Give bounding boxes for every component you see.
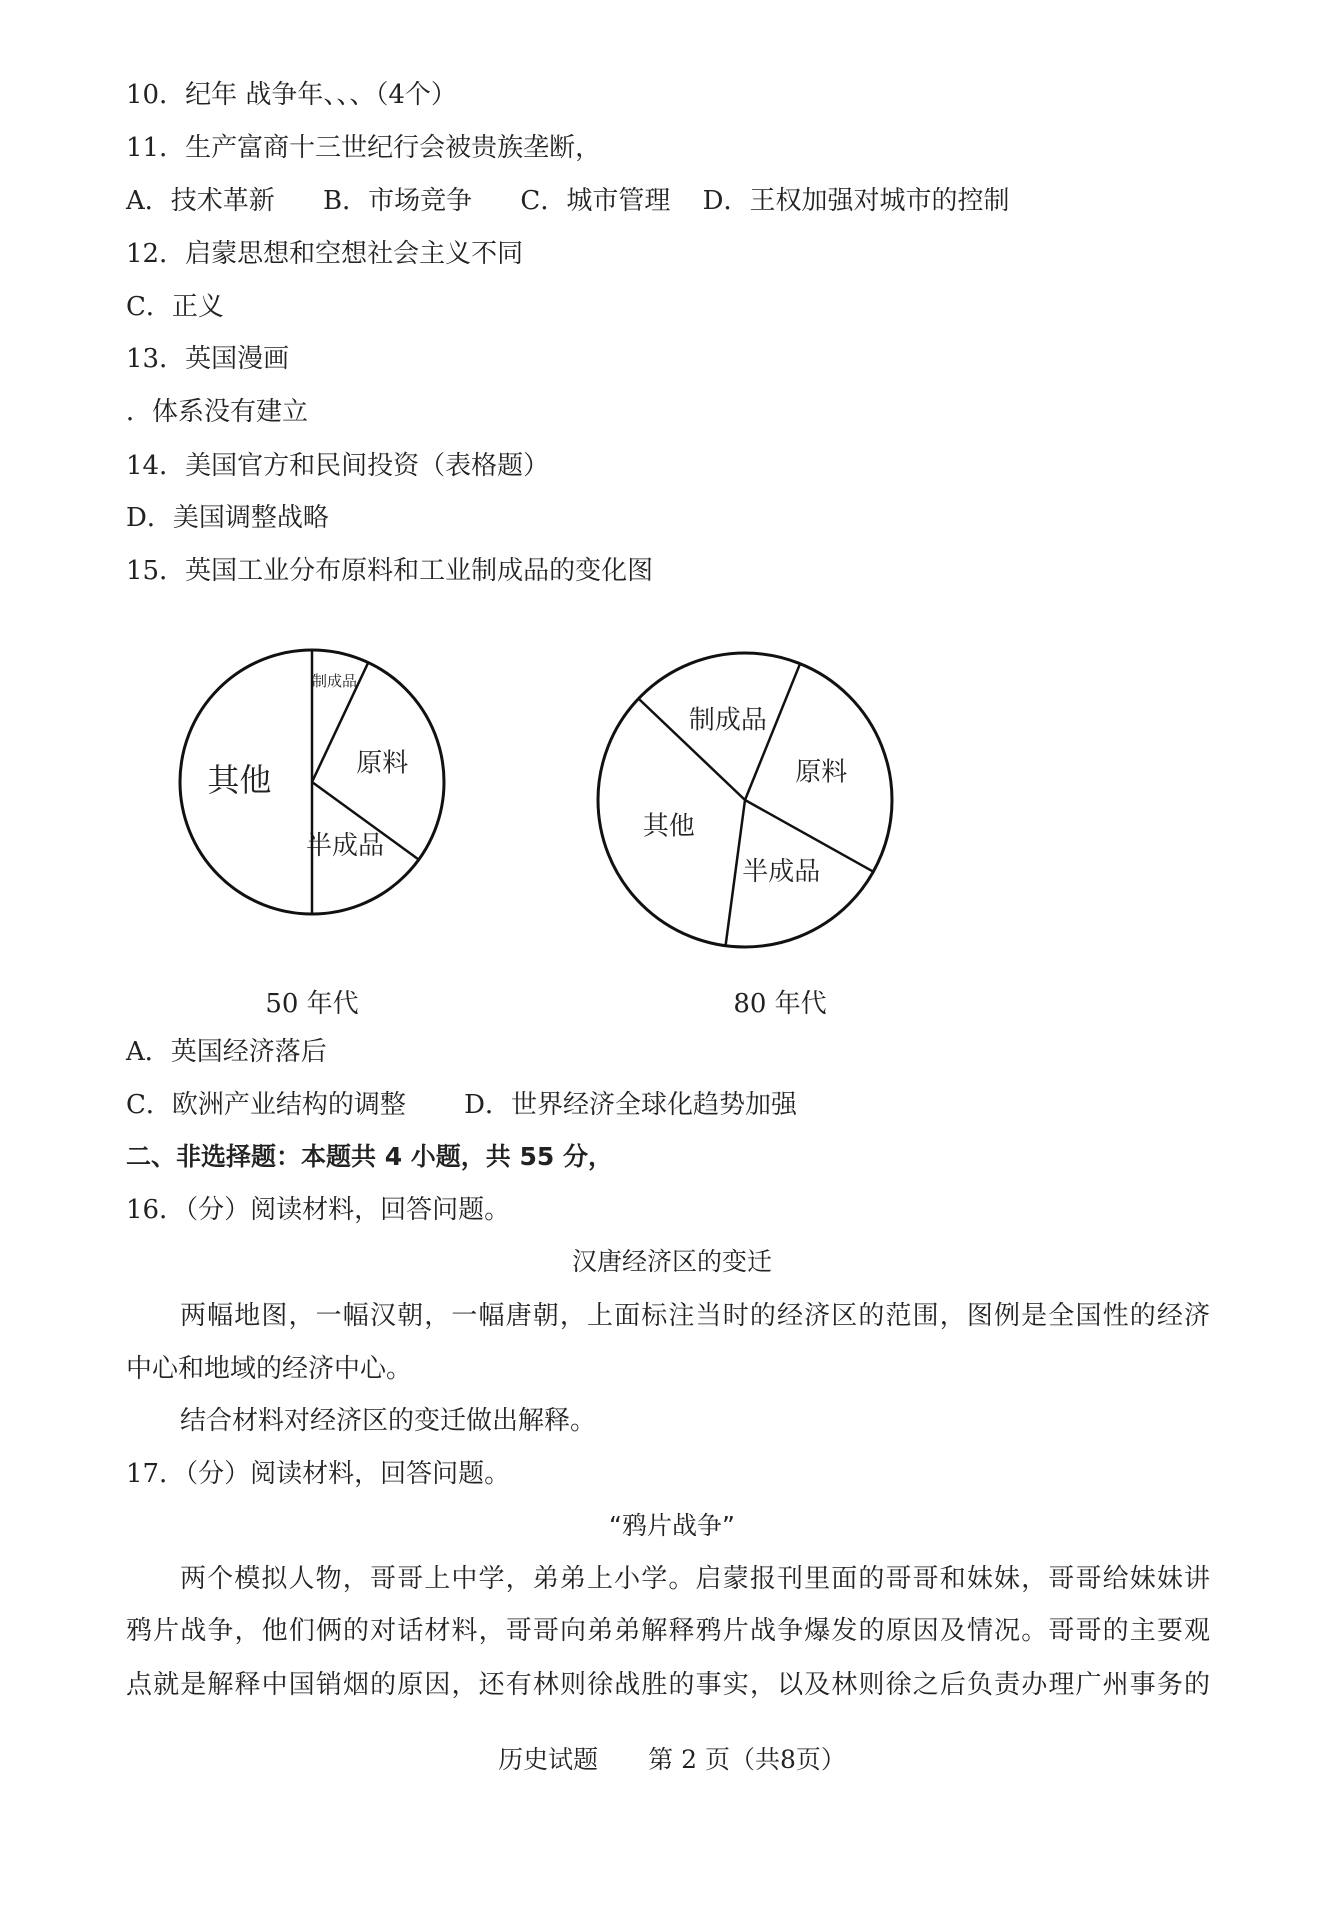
question-16-title: 汉唐经济区的变迁 [571,1247,772,1276]
pie-50s-caption: 50 年代 [265,989,359,1019]
question-15: 15．英国工业分布原料和工业制成品的变化图 [126,556,654,586]
question-12: 12．启蒙思想和空想社会主义不同 [126,239,524,269]
question-15-option-a[interactable]: A．英国经济落后 [126,1037,327,1067]
option-d[interactable]: D．世界经济全球化趋势加强 [464,1090,798,1120]
pie-slice-label: 其他 [642,811,695,842]
pie-slice-label: 其他 [207,761,272,799]
question-17-para-line: 鸦片战争，他们俩的对话材料，哥哥向弟弟解释鸦片战争爆发的原因及情况。哥哥的主要观 [126,1616,1210,1646]
option-c[interactable]: C．城市管理 [520,186,671,216]
pie-slice-label: 原料 [795,757,848,788]
option-d[interactable]: D．王权加强对城市的控制 [702,186,1010,216]
page-footer: 历史试题 第 2 页（共8页） [498,1745,846,1774]
pie-slice-label: 原料 [356,748,409,779]
pie-80s-caption: 80 年代 [733,989,827,1019]
pie-slice-label: 制成品 [688,705,767,736]
question-17: 17．（分）阅读材料，回答问题。 [126,1459,511,1489]
question-11-options [126,184,1009,218]
pie-slice-label: 制成品 [311,672,357,691]
question-10: 10．纪年 战争年、、、（4个） [126,80,457,110]
option-c[interactable]: C．欧洲产业结构的调整 [126,1090,406,1120]
question-14: 14．美国官方和民间投资（表格题） [126,451,550,481]
question-16-para-line: 中心和地域的经济中心。 [126,1354,413,1384]
question-16-task: 结合材料对经济区的变迁做出解释。 [180,1406,597,1436]
pie-charts [0,620,1344,1040]
option-a[interactable]: A．技术革新 [126,186,275,216]
pie-chart-50s [180,650,444,914]
question-16: 16．（分）阅读材料，回答问题。 [126,1195,511,1225]
question-15-options-cd [126,1088,797,1122]
section-2-heading: 二、非选择题：本题共 4 小题，共 55 分， [126,1142,614,1171]
question-16-para-line: 两幅地图，一幅汉朝，一幅唐朝，上面标注当时的经济区的范围，图例是全国性的经济 [180,1301,1210,1331]
question-14-option-d[interactable]: D．美国调整战略 [126,503,329,533]
question-17-para-line: 两个模拟人物，哥哥上中学，弟弟上小学。启蒙报刊里面的哥哥和妹妹，哥哥给妹妹讲 [180,1564,1210,1594]
option-b[interactable]: B．市场竞争 [323,186,473,216]
pie-chart-80s [598,653,892,947]
question-17-para-line: 点就是解释中国销烟的原因，还有林则徐战胜的事实，以及林则徐之后负责办理广州事务的 [126,1670,1210,1700]
question-13: 13．英国漫画 [126,344,290,374]
question-17-title: “鸦片战争” [609,1511,735,1540]
question-12-option-c[interactable]: C．正义 [126,292,224,322]
question-11: 11．生产富商十三世纪行会被贵族垄断， [126,133,602,163]
pie-slice-label: 半成品 [305,831,384,862]
question-13-option[interactable]: ．体系没有建立 [126,397,309,427]
pie-slice-label: 半成品 [742,856,821,887]
